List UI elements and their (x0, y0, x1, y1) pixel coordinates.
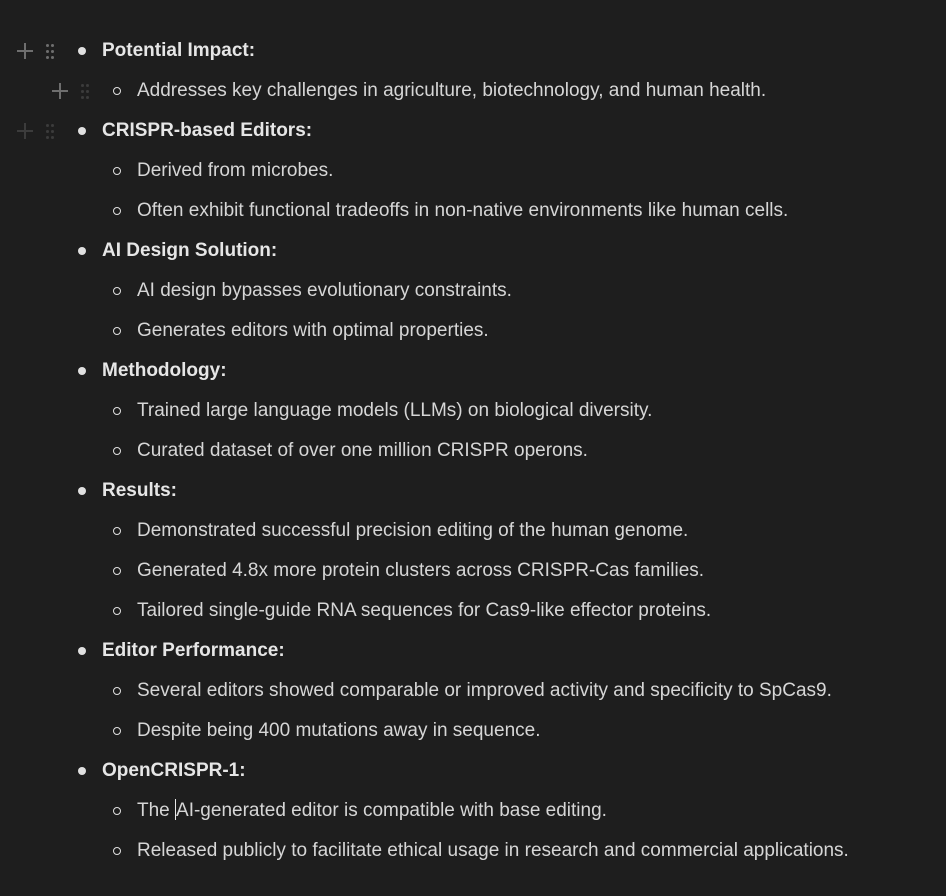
outline-subitem-text[interactable]: Trained large language models (LLMs) on biological diversity. (137, 400, 653, 421)
outline-item-label[interactable]: Methodology: (102, 360, 227, 381)
text-cursor (175, 799, 176, 820)
outline-subitem-text[interactable]: Released publicly to facilitate ethical usage in research and commercial applications. (137, 840, 849, 861)
outline-subitem[interactable] (0, 511, 946, 551)
outline-item[interactable] (0, 31, 946, 71)
outline-subitem[interactable] (0, 271, 946, 311)
bullet-icon (113, 407, 121, 415)
outline-subitem-text[interactable]: Derived from microbes. (137, 160, 334, 181)
outline-item-label[interactable]: Potential Impact: (102, 40, 256, 61)
bullet-icon (113, 87, 121, 95)
bullet-icon (113, 607, 121, 615)
bullet-icon (78, 487, 86, 495)
add-block-icon[interactable] (50, 81, 70, 101)
bullet-icon (78, 647, 86, 655)
add-block-icon[interactable] (15, 121, 35, 141)
outline-subitem-text[interactable]: Generates editors with optimal properties. (137, 320, 489, 341)
outline-subitem-text[interactable]: Despite being 400 mutations away in sequence. (137, 720, 541, 741)
bullet-icon (113, 327, 121, 335)
add-block-icon[interactable] (15, 41, 35, 61)
bullet-icon (113, 447, 121, 455)
outline-item-label[interactable]: OpenCRISPR-1: (102, 760, 246, 781)
outline-subitem-text[interactable]: Several editors showed comparable or improved activity and specificity to SpCas9. (137, 680, 832, 701)
bullet-icon (113, 167, 121, 175)
outline-subitem-text[interactable]: The AI-generated editor is compatible with base editing. (137, 800, 607, 821)
bullet-icon (78, 47, 86, 55)
outline-editor[interactable] (0, 31, 946, 871)
outline-subitem[interactable] (0, 791, 946, 831)
bullet-icon (113, 207, 121, 215)
bullet-icon (78, 767, 86, 775)
outline-subitem-text[interactable]: Curated dataset of over one million CRISPR operons. (137, 440, 588, 461)
drag-handle-icon[interactable] (81, 81, 89, 101)
outline-item[interactable] (0, 351, 946, 391)
outline-item[interactable] (0, 471, 946, 511)
outline-subitem[interactable] (0, 191, 946, 231)
bullet-icon (113, 727, 121, 735)
bullet-icon (113, 847, 121, 855)
outline-subitem-text[interactable]: Addresses key challenges in agriculture, biotechnology, and human health. (137, 80, 767, 101)
outline-subitem[interactable] (0, 391, 946, 431)
bullet-icon (113, 687, 121, 695)
outline-subitem[interactable] (0, 71, 946, 111)
outline-subitem[interactable] (0, 591, 946, 631)
drag-handle-icon[interactable] (46, 41, 54, 61)
outline-subitem[interactable] (0, 711, 946, 751)
outline-item-label[interactable]: AI Design Solution: (102, 240, 278, 261)
bullet-icon (78, 127, 86, 135)
outline-subitem-text[interactable]: Demonstrated successful precision editing of the human genome. (137, 520, 689, 541)
bullet-icon (113, 287, 121, 295)
outline-subitem-text[interactable]: Often exhibit functional tradeoffs in non-native environments like human cells. (137, 200, 789, 221)
outline-item-label[interactable]: Results: (102, 480, 177, 501)
bullet-icon (113, 527, 121, 535)
bullet-icon (78, 247, 86, 255)
outline-subitem[interactable] (0, 551, 946, 591)
outline-item-label[interactable]: CRISPR-based Editors: (102, 120, 313, 141)
outline-subitem[interactable] (0, 831, 946, 871)
outline-subitem-text[interactable]: Tailored single-guide RNA sequences for Cas9-like effector proteins. (137, 600, 712, 621)
bullet-icon (78, 367, 86, 375)
outline-item[interactable] (0, 631, 946, 671)
outline-subitem[interactable] (0, 431, 946, 471)
bullet-icon (113, 567, 121, 575)
outline-item[interactable] (0, 111, 946, 151)
bullet-icon (113, 807, 121, 815)
outline-subitem-text[interactable]: Generated 4.8x more protein clusters across CRISPR-Cas families. (137, 560, 705, 581)
outline-subitem[interactable] (0, 311, 946, 351)
outline-item[interactable] (0, 751, 946, 791)
outline-subitem[interactable] (0, 151, 946, 191)
outline-item-label[interactable]: Editor Performance: (102, 640, 285, 661)
outline-subitem-text[interactable]: AI design bypasses evolutionary constraints. (137, 280, 512, 301)
outline-subitem[interactable] (0, 671, 946, 711)
outline-item[interactable] (0, 231, 946, 271)
drag-handle-icon[interactable] (46, 121, 54, 141)
